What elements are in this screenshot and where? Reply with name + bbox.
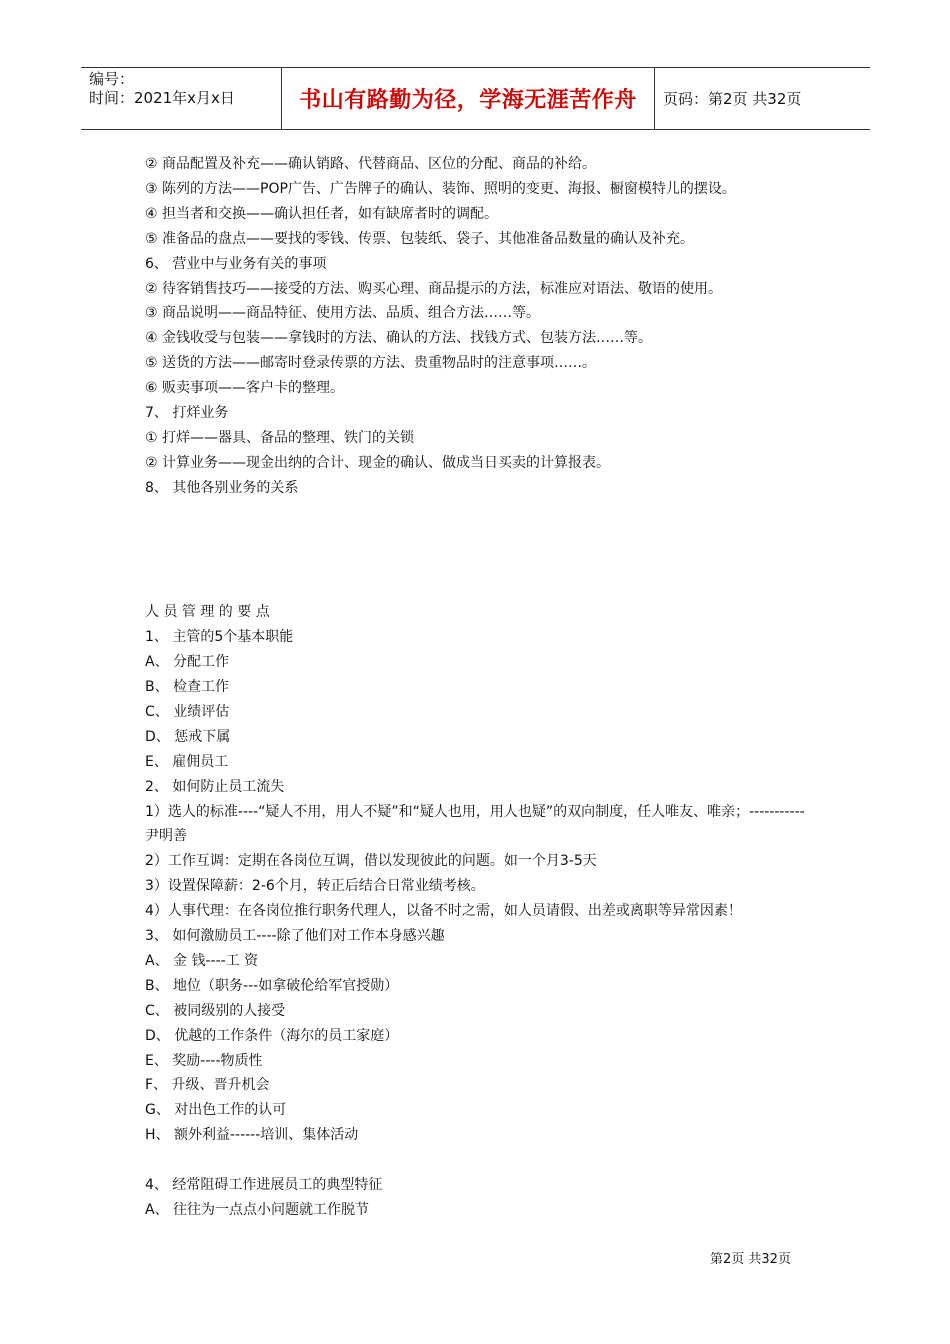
body-line: ⑤ 准备品的盘点——要找的零钱、传票、包装纸、袋子、其他准备品数量的确认及补充。 <box>145 230 694 247</box>
header-motto: 书山有路勤为径，学海无涯苦作舟 <box>299 88 637 113</box>
body-line: C、 被同级别的人接受 <box>145 1002 286 1019</box>
body-line: ④ 金钱收受与包装——拿钱时的方法、确认的方法、找钱方式、包装方法……等。 <box>145 330 652 347</box>
body-line: B、 检查工作 <box>145 678 230 695</box>
header-meta <box>89 70 281 108</box>
header-divider <box>654 68 655 129</box>
body-line: A、 分配工作 <box>145 654 230 671</box>
body-line: D、 惩戒下属 <box>145 728 231 745</box>
body-line: 3）设置保障薪：2-6个月，转正后结合日常业绩考核。 <box>145 878 485 895</box>
body-line: 1、 主管的5个基本职能 <box>145 629 294 646</box>
body-line: ⑤ 送货的方法——邮寄时登录传票的方法、贵重物品时的注意事项……。 <box>145 355 596 372</box>
body-line: A、 金 钱----工 资 <box>145 952 259 969</box>
body-line: D、 优越的工作条件（海尔的员工家庭） <box>145 1027 399 1044</box>
body-line: G、 对出色工作的认可 <box>145 1102 287 1119</box>
body-line: C、 业绩评估 <box>145 703 230 720</box>
body-line <box>145 501 815 526</box>
document-number-label: 编号： <box>89 70 135 88</box>
body-line: ② 计算业务——现金出纳的合计、现金的确认、做成当日买卖的计算报表。 <box>145 454 610 471</box>
document-time-label: 时间：2021年x月x日 <box>89 89 235 107</box>
body-line: H、 额外利益------培训、集体活动 <box>145 1127 359 1144</box>
body-line: 2）工作互调：定期在各岗位互调，借以发现彼此的问题。如一个月3-5天 <box>145 853 597 870</box>
body-line: ① 打烊——器具、备品的整理、铁门的关锁 <box>145 429 414 446</box>
body-line <box>145 526 815 551</box>
body-line: 8、 其他各别业务的关系 <box>145 479 299 496</box>
body-line: B、 地位（职务---如拿破伦给军官授勋） <box>145 977 399 994</box>
body-line <box>145 1148 815 1173</box>
body-line: ⑥ 贩卖事项——客户卡的整理。 <box>145 380 345 397</box>
body-line: A、 往往为一点点小问题就工作脱节 <box>145 1201 370 1218</box>
body-line: E、 雇佣员工 <box>145 753 229 770</box>
page-footer-number: 第2页 共32页 <box>710 1252 791 1267</box>
body-line: 人 员 管 理 的 要 点 <box>145 604 270 621</box>
body-line: ③ 陈列的方法——POP广告、广告牌子的确认、装饰、照明的变更、海报、橱窗模特儿的摆设。 <box>145 180 736 197</box>
body-line: ② 待客销售技巧——接受的方法、购买心理、商品提示的方法，标准应对语法、敬语的使用。 <box>145 280 722 297</box>
body-line: 4）人事代理：在各岗位推行职务代理人，以备不时之需，如人员请假、出差或离职等异常因素！ <box>145 903 742 920</box>
document-body <box>145 152 815 1223</box>
body-line <box>145 575 815 600</box>
body-line: 3、 如何激励员工----除了他们对工作本身感兴趣 <box>145 928 445 945</box>
body-line: E、 奖励----物质性 <box>145 1052 263 1069</box>
body-line: ② 商品配置及补充——确认销路、代替商品、区位的分配、商品的补给。 <box>145 156 596 172</box>
body-line: F、 升级、晋升机会 <box>145 1077 270 1094</box>
body-line: ④ 担当者和交换——确认担任者，如有缺席者时的调配。 <box>145 205 498 222</box>
header-page-number: 页码：第2页 共32页 <box>663 90 802 108</box>
body-line: 7、 打烊业务 <box>145 405 229 422</box>
body-line: 4、 经常阻碍工作进展员工的典型特征 <box>145 1177 383 1194</box>
body-line: 2、 如何防止员工流失 <box>145 778 285 795</box>
page-header <box>81 67 870 130</box>
body-line <box>145 550 815 575</box>
body-line: 1）选人的标准----“疑人不用，用人不疑”和“疑人也用，用人也疑”的双向制度，任人唯友、唯亲；-----------尹明善 <box>145 803 805 845</box>
body-line: 6、 营业中与业务有关的事项 <box>145 255 327 272</box>
body-line: ③ 商品说明——商品特征、使用方法、品质、组合方法……等。 <box>145 305 540 322</box>
